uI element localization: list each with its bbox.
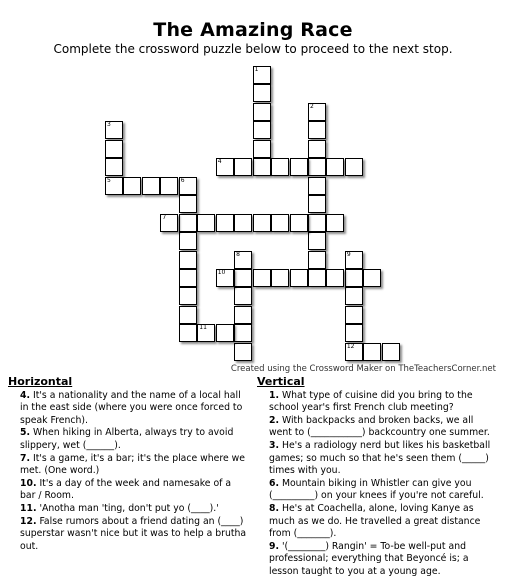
clue-item-number: 6. [269,477,280,489]
clue-item [8,478,248,503]
clue-item-number: 8. [269,502,280,514]
crossword-cell[interactable] [345,251,363,269]
clue-item-number: 9. [269,540,280,552]
clue-number: 4 [217,158,222,166]
clue-item [8,390,248,428]
horizontal-clues [8,376,248,553]
clue-item [257,390,497,415]
clue-item-text: He's at Coachella, alone, loving Kanye as much as we do. He travelled a great distance from (_______). [269,502,481,540]
crossword-cell[interactable] [179,306,197,324]
crossword-cell[interactable] [308,177,326,195]
clue-item [257,440,497,478]
clue-item-text: With backpacks and broken backs, we all went to (___________) backcountry one summer. [269,414,490,439]
crossword-cell[interactable] [290,158,308,176]
clue-item-text: '(________) Rangin' = To-be well-put and professional; everything that Beyoncé is; a lesson taught to you at a young age. [269,540,469,577]
crossword-cell[interactable] [179,287,197,305]
crossword-cell[interactable] [253,214,271,232]
crossword-cell[interactable] [105,158,123,176]
crossword-cell[interactable] [308,140,326,158]
clue-number: 11 [199,324,207,332]
clue-item [257,415,497,440]
crossword-cell[interactable] [179,195,197,213]
crossword-cell[interactable] [345,287,363,305]
clue-number: 12 [346,342,355,350]
crossword-cell[interactable] [123,177,141,195]
clue-item [8,453,248,478]
clue-item [8,516,248,554]
crossword-cell[interactable] [160,214,178,232]
clue-number: 8 [236,250,240,258]
crossword-cell[interactable] [308,158,326,176]
clue-item-number: 12. [20,515,37,527]
clue-item [8,503,248,516]
clue-number: 2 [309,102,314,110]
clue-item-text: It's a day of the week and namesake of a bar / Room. [20,477,232,502]
clue-item-text: 'Anotha man 'ting, don't put yo (____).' [36,502,219,514]
clue-number: 10 [217,268,226,276]
clue-item-number: 7. [20,452,31,464]
clue-number: 3 [107,121,111,129]
clue-item-number: 2. [269,414,280,426]
horizontal-heading: Horizontal [8,375,73,388]
crossword-cell[interactable] [290,214,308,232]
clue-item-text: Mountain biking in Whistler can give you (_________) on your knees if you're not careful. [269,477,484,502]
crossword-cell[interactable] [179,324,197,342]
crossword-cell[interactable] [179,269,197,287]
crossword-cell[interactable] [216,158,234,176]
crossword-cell[interactable] [160,177,178,195]
clue-number: 7 [162,213,167,221]
crossword-cell[interactable] [142,177,160,195]
clue-item-text: He's a radiology nerd but likes his basketball games; so much so that he's seen them (_____) times with you. [269,439,491,477]
crossword-cell[interactable] [234,269,252,287]
clue-item-number: 4. [20,389,31,401]
crossword-cell[interactable] [105,121,123,139]
crossword-cell[interactable] [308,214,326,232]
crossword-cell[interactable] [363,269,381,287]
crossword-cell[interactable] [253,121,271,139]
crossword-cell[interactable] [253,158,271,176]
crossword-cell[interactable] [234,306,252,324]
clue-number: 1 [254,66,259,73]
vertical-clues [257,376,497,579]
crossword-cell[interactable] [382,343,400,361]
crossword-cell[interactable] [179,232,197,250]
clue-item-text: When hiking in Alberta, always try to avoid slippery, wet (______). [20,427,234,451]
crossword-cell[interactable] [271,158,289,176]
vertical-clue-list [257,390,497,579]
crossword-cell[interactable] [308,251,326,269]
crossword-cell[interactable] [271,269,289,287]
clue-number: 9 [346,250,351,258]
crossword-cell[interactable] [234,158,252,176]
crossword-cell[interactable] [271,214,289,232]
clue-item-text: What type of cuisine did you bring to the school year's first French club meeting? [269,389,473,414]
crossword-cell[interactable] [234,287,252,305]
crossword-cell[interactable] [290,269,308,287]
crossword-cell[interactable] [216,214,234,232]
crossword-cell[interactable] [105,140,123,158]
crossword-cell[interactable] [345,343,363,361]
crossword-cell[interactable] [234,251,252,269]
clue-item-text: It's a game, it's a bar; it's the place where we met. (One word.) [20,452,245,477]
horizontal-clue-list [8,390,248,554]
crossword-cell[interactable] [253,269,271,287]
crossword-cell[interactable] [308,121,326,139]
crossword-cell[interactable] [105,177,123,195]
clue-number: 5 [107,176,111,184]
clue-item-text: It's a nationality and the name of a local hall in the east side (where you were once forced to speak French). [20,389,243,426]
clue-item-number: 3. [269,439,280,451]
crossword-cell[interactable] [234,343,252,361]
clue-item-number: 1. [269,389,280,401]
page-title: The Amazing Race [153,19,353,41]
crossword-cell[interactable] [197,324,215,342]
crossword-cell[interactable] [216,324,234,342]
clue-item [257,503,497,541]
crossword-cell[interactable] [253,66,271,84]
crossword-cell[interactable] [326,214,344,232]
crossword-cell[interactable] [326,158,344,176]
crossword-cell[interactable] [253,84,271,102]
clue-item [257,541,497,579]
crossword-cell[interactable] [253,103,271,121]
crossword-cell[interactable] [363,343,381,361]
clue-item [257,478,497,503]
clue-item-number: 11. [20,502,37,514]
crossword-cell[interactable] [234,324,252,342]
clue-item-text: False rumors about a friend dating an (____) superstar wasn't nice but it was to help a brutha out. [20,515,247,552]
page-subtitle: Complete the crossword puzzle below to proceed to the next stop. [53,42,453,56]
crossword-cell[interactable] [345,306,363,324]
clue-item-number: 5. [20,427,31,439]
crossword-cell[interactable] [345,324,363,342]
crossword-cell[interactable] [326,269,344,287]
credit-line: Created using the Crossword Maker on TheTeachersCorner.net [230,364,496,374]
vertical-heading: Vertical [257,375,305,388]
crossword-cell[interactable] [234,214,252,232]
clue-item-number: 10. [20,477,37,489]
crossword-cell[interactable] [197,214,215,232]
crossword-cell[interactable] [216,269,234,287]
crossword-cell[interactable] [179,177,197,195]
clue-item [8,427,248,452]
crossword-cell[interactable] [253,140,271,158]
clue-number: 6 [180,176,185,184]
crossword-cell[interactable] [345,158,363,176]
crossword-cell[interactable] [179,251,197,269]
crossword-cell[interactable] [308,232,326,250]
crossword-cell[interactable] [308,269,326,287]
crossword-cell[interactable] [179,214,197,232]
crossword-cell[interactable] [345,269,363,287]
crossword-cell[interactable] [308,103,326,121]
crossword-cell[interactable] [308,195,326,213]
